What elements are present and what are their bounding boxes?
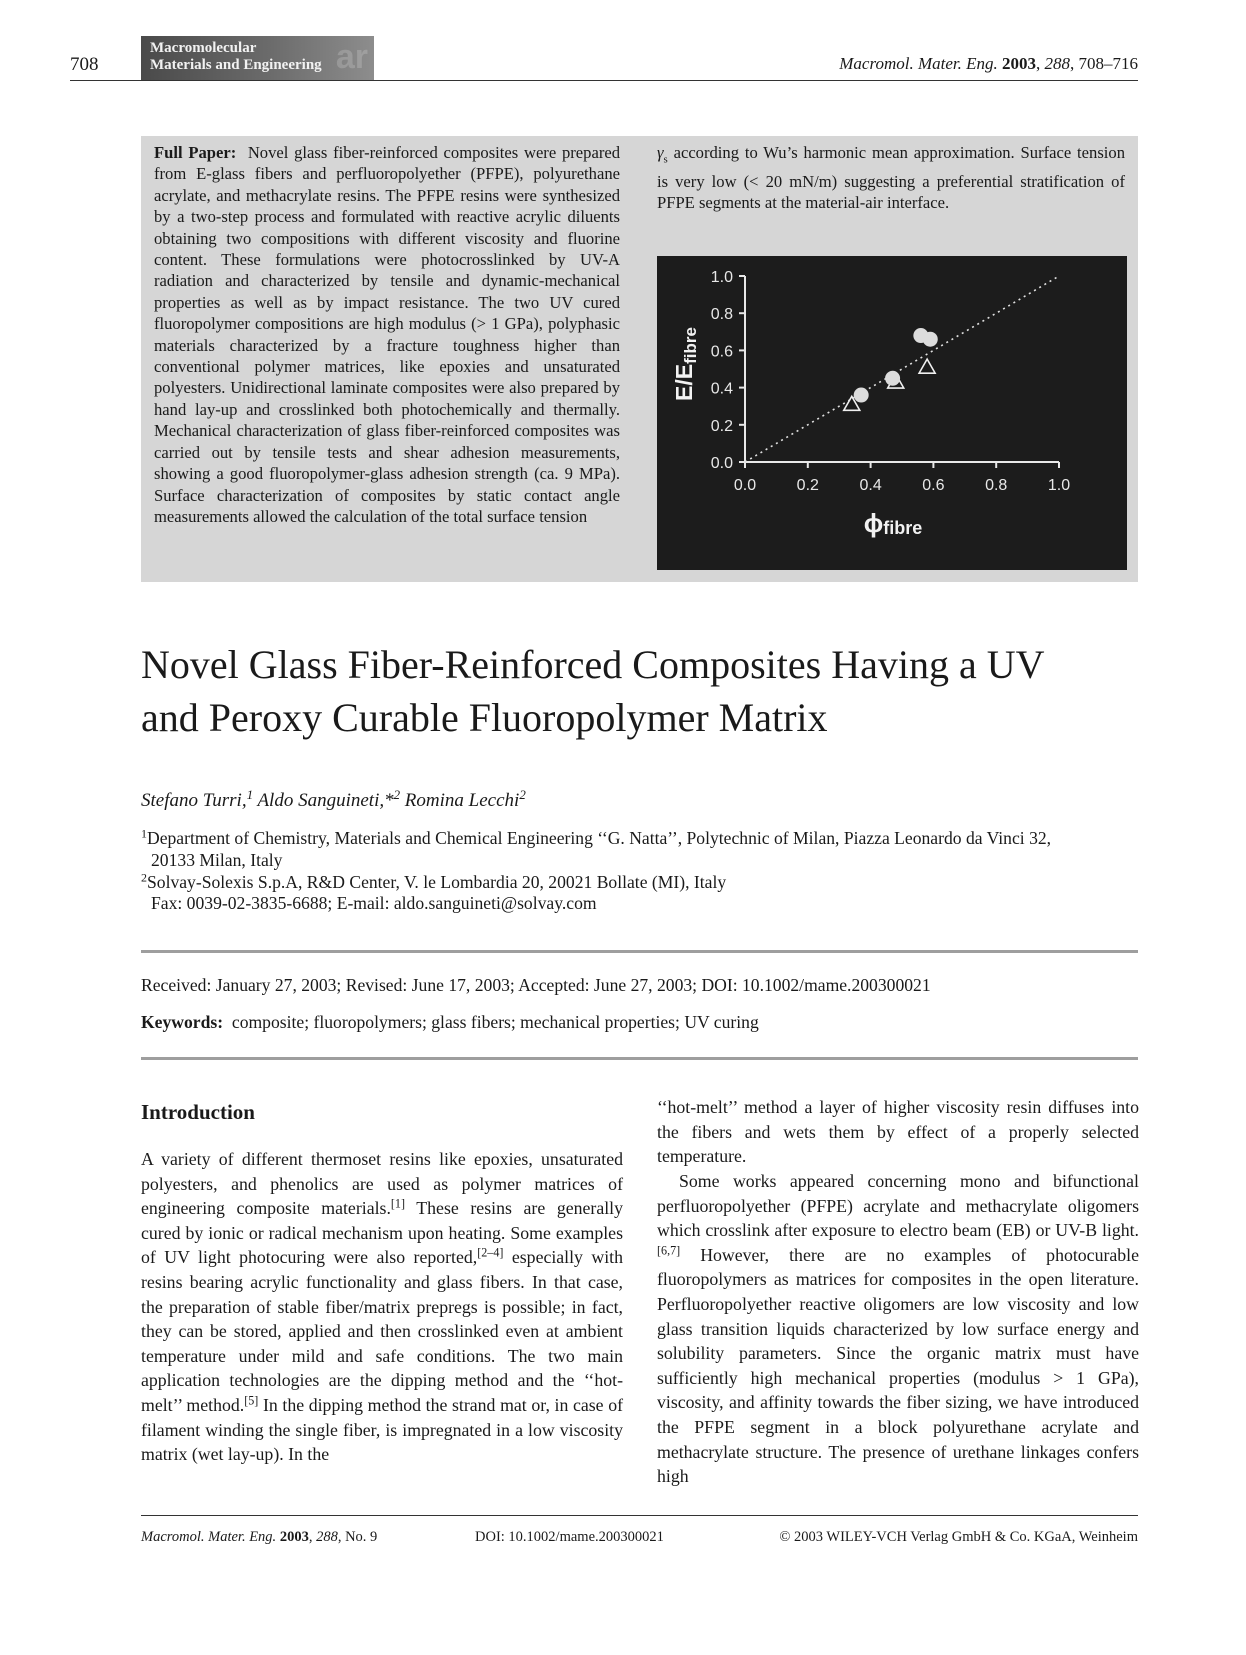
logo-line-1: Macromolecular xyxy=(150,40,257,56)
paper-title xyxy=(141,638,1141,744)
x-tick-label: 0.4 xyxy=(859,477,882,494)
author-2-affil: 2 xyxy=(393,786,401,802)
x-tick-label: 0.8 xyxy=(985,477,1008,494)
reference-2-4: [2–4] xyxy=(477,1245,504,1260)
affiliation-contact: Fax: 0039-02-3835-6688; E-mail: aldo.sanguineti@solvay.com xyxy=(151,893,597,914)
reference-1: [1] xyxy=(390,1196,405,1211)
x-axis-title-sub: fibre xyxy=(883,518,923,538)
data-point-circle xyxy=(854,388,869,403)
intro-p1-part-b: These resins are generally cured by ionic or radical mechanism upon heating. Some examples of UV light photocuring were also reported, xyxy=(141,1198,623,1268)
reference-6-7: [6,7] xyxy=(657,1243,681,1258)
y-tick-label: 0.2 xyxy=(710,417,733,435)
header-rule xyxy=(70,80,1138,81)
data-point-circle xyxy=(885,371,900,386)
y-tick-label: 0.0 xyxy=(710,455,733,472)
gamma-subscript: s xyxy=(663,153,668,166)
abstract-body-left: Novel glass fiber-reinforced composites were prepared from E-glass fibers and perfluoropolyether (PFPE), polyurethane acrylate, and methacrylate resins. The PFPE resins were synthesized by a two-step process and formulated with reactive acrylic diluents obtaining two compositions with different viscosity and fluorine content. These formulations were photocrosslinked by UV-A radiation and characterized by tensile and dynamic-mechanical properties as well as by impact resistance. The two UV cured fluoropolymer compositions are high modulus (> 1 GPa), polyphasic materials characterized by a fracture toughness higher than conventional polymer matrices, like epoxies and unsaturated polyesters. Unidirectional laminate composites were also prepared by hand lay-up and crosslinked both photochemically and thermally. Mechanical characterization of glass fiber-reinforced composites was carried out by tensile tests and shear adhesion measurements, showing a good fluoropolymer-glass adhesion strength (ca. 9 MPa). Surface characterization of composites by static contact angle measurements allowed the calculation of the total surface tension xyxy=(154,143,621,526)
x-tick-label: 0.2 xyxy=(796,477,819,494)
intro-p1-part-a: A variety of different thermoset resins like epoxies, unsaturated polyesters, and phenolics are used as polymer matrices of engineering composite materials. xyxy=(141,1149,623,1219)
affiliation-1-number: 1 xyxy=(141,826,147,841)
footer-volume: 288 xyxy=(316,1529,338,1545)
affiliation-2 xyxy=(141,872,1141,894)
affiliation-1 xyxy=(141,828,1141,850)
intro-paragraph-2 xyxy=(657,1169,1139,1489)
author-1: Stefano Turri, xyxy=(141,790,247,811)
intro-paragraph-1 xyxy=(141,1147,623,1467)
logo-line-2: Materials and Engineering xyxy=(150,57,322,73)
chart-svg xyxy=(657,256,1127,570)
header-pages: 708–716 xyxy=(1078,54,1138,73)
footer-rule xyxy=(141,1515,1138,1516)
y-tick-label: 0.8 xyxy=(710,306,733,324)
author-2: Aldo Sanguineti,* xyxy=(253,790,394,811)
footer-year: 2003 xyxy=(279,1529,309,1545)
keywords-text: composite; fluoropolymers; glass fibers; mechanical properties; UV curing xyxy=(231,1012,759,1032)
section-heading-introduction: Introduction xyxy=(141,1100,255,1124)
author-list xyxy=(141,786,526,812)
abstract-text-left xyxy=(154,142,620,527)
x-tick-label: 0.6 xyxy=(922,477,945,494)
divider-bottom xyxy=(141,1057,1138,1060)
paper-title-line-1: Novel Glass Fiber-Reinforced Composites Having a UV xyxy=(141,642,1045,687)
x-axis-title-symbol: ϕ xyxy=(863,508,884,538)
x-tick-label: 1.0 xyxy=(1047,477,1071,494)
header-year: 2003 xyxy=(1002,54,1036,73)
abstract-body-right: according to Wu’s harmonic mean approximation. Surface tension is very low (< 20 mN/m) suggesting a preferential stratification of PFPE segments at the material-air interface. xyxy=(657,143,1125,213)
journal-logo xyxy=(141,36,374,80)
gamma-symbol: γ xyxy=(657,143,664,162)
intro-p1-part-c: especially with resins bearing acrylic functionality and glass fibers. In that case, the preparation of stable fiber/matrix prepregs is possible; in fact, they can be stored, applied and then crosslinked even at ambient temperature under mild and safe conditions. The two main application technologies are the dipping method and the ‘‘hot-melt’’ method. xyxy=(141,1247,624,1415)
header-citation: Macromol. Mater. Eng. 2003, 288, 708–716 xyxy=(839,54,1138,73)
x-tick-label: 0.0 xyxy=(733,477,757,494)
y-axis-title-main: E/E xyxy=(671,363,697,401)
paper-title-line-2: and Peroxy Curable Fluoropolymer Matrix xyxy=(141,695,828,740)
y-tick-label: 0.6 xyxy=(710,343,733,361)
author-3: Romina Lecchi xyxy=(400,790,520,811)
abstract-text-right xyxy=(657,142,1125,214)
divider-top xyxy=(141,950,1138,953)
footer-citation: Macromol. Mater. Eng. 2003, 288, No. 9 xyxy=(141,1529,378,1545)
footer-copyright: © 2003 WILEY-VCH Verlag GmbH & Co. KGaA, Weinheim xyxy=(779,1529,1138,1545)
reference-5: [5] xyxy=(244,1393,259,1408)
received-dates: Received: January 27, 2003; Revised: June 17, 2003; Accepted: June 27, 2003; DOI: 10.1002/mame.200300021 xyxy=(141,975,931,995)
page-number: 708 xyxy=(70,54,99,75)
intro-p1-part-d: In the dipping method the strand mat or, in case of filament winding the single fiber, is impregnated in a low viscosity matrix (wet lay-up). In the xyxy=(141,1394,624,1465)
intro-p2-part-a: Some works appeared concerning mono and bifunctional perfluoropolyether (PFPE) acrylate and methacrylate oligomers which crosslink after exposure to electro beam (EB) or UV-B light. xyxy=(657,1171,1139,1241)
footer-doi: DOI: 10.1002/mame.200300021 xyxy=(475,1529,664,1545)
intro-paragraph-1-continued: ‘‘hot-melt’’ method a layer of higher viscosity resin diffuses into the fibers and wets them by effect of a properly selected temperature. xyxy=(657,1097,1139,1167)
header-volume: 288 xyxy=(1044,54,1070,73)
header-journal: Macromol. Mater. Eng. xyxy=(839,54,998,73)
y-axis-title-sub: fibre xyxy=(681,327,700,364)
author-3-affil: 2 xyxy=(519,786,526,802)
abstract-chart xyxy=(657,256,1127,570)
intro-p2-part-b: However, there are no examples of photocurable fluoropolymers as matrices for composites in the open literature. Perfluoropolyether reactive oligomers are low viscosity and low glass transition liquids characterized by low surface energy and solubility parameters. Since the organic matrix must have sufficiently high mechanical properties (modulus > 1 GPa), viscosity, and affinity towards the fiber sizing, we have introduced the PFPE segment in a block polyurethane acrylate and methacrylate structure. The presence of urethane linkages confers high xyxy=(657,1244,1139,1487)
y-tick-label: 0.4 xyxy=(710,380,733,398)
data-point-circle xyxy=(923,332,938,347)
affiliation-1-line-1: Department of Chemistry, Materials and Chemical Engineering ‘‘G. Natta’’, Polytechnic of Milan, Piazza Leonardo da Vinci 32, xyxy=(146,828,1052,848)
keywords-label: Keywords: xyxy=(141,1012,224,1032)
logo-watermark: ar xyxy=(335,38,368,76)
affiliation-2-line-1: Solvay-Solexis S.p.A, R&D Center, V. le Lombardia 20, 20021 Bollate (MI), Italy xyxy=(146,871,727,892)
author-1-affil: 1 xyxy=(246,786,254,802)
affiliation-1-line-2: 20133 Milan, Italy xyxy=(151,849,283,870)
affiliations xyxy=(141,828,1141,915)
abstract-label: Full Paper: xyxy=(154,143,237,162)
keywords xyxy=(141,1012,759,1033)
affiliation-2-number: 2 xyxy=(141,870,147,885)
footer-journal: Macromol. Mater. Eng. xyxy=(141,1529,277,1545)
y-tick-label: 1.0 xyxy=(710,269,733,286)
footer-issue: , No. 9 xyxy=(337,1529,378,1545)
